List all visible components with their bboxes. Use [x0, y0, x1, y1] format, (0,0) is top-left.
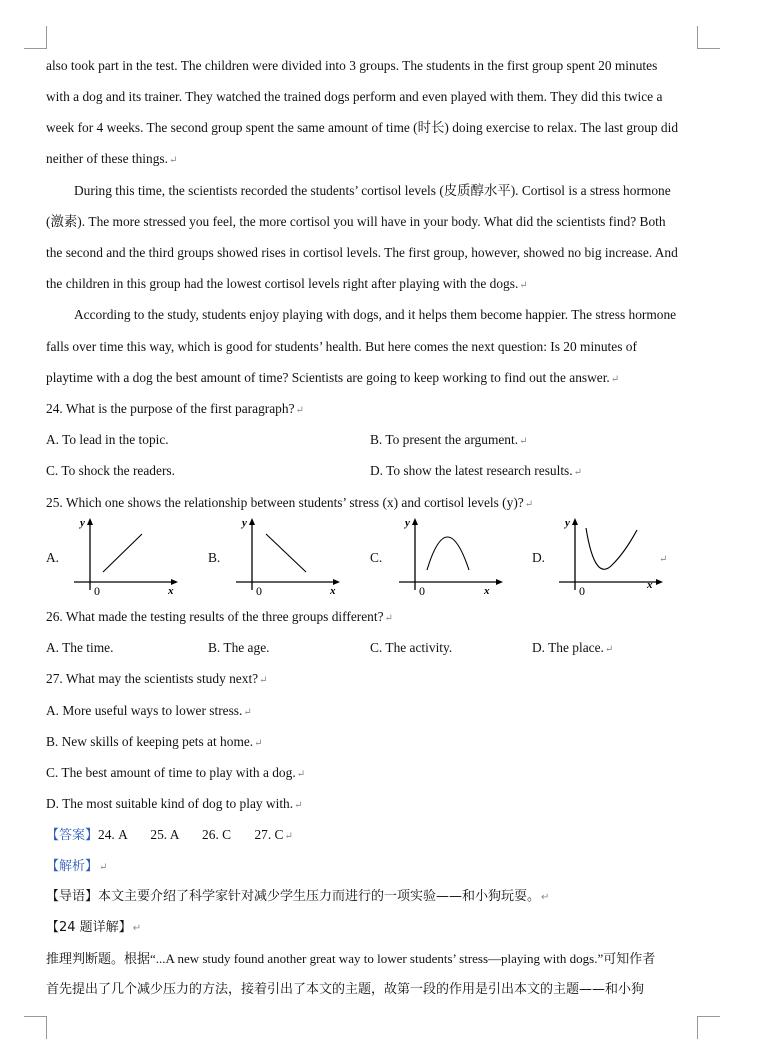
passage-line: (激素). The more stressed you feel, the more cortisol you will have in your body. What did the scientists find? Both: [46, 214, 666, 229]
answer-item: 26. C: [202, 827, 232, 842]
curve-increasing: [103, 534, 142, 572]
x-axis-label: x: [330, 585, 336, 596]
paragraph-mark-icon: ↵: [541, 892, 550, 903]
paragraph-mark-icon: ↵: [519, 280, 528, 291]
question-27-option-c: C. The best amount of time to play with a dog.↵: [46, 765, 306, 780]
passage-line: the second and the third groups showed rises in cortisol levels. The first group, however, showed no big increase. And: [46, 245, 678, 260]
origin-label: 0: [579, 584, 585, 596]
passage-line: with a dog and its trainer. They watched the trained dogs perform and even played with them. They did this twice a: [46, 89, 663, 104]
question-27-option-a: A. More useful ways to lower stress.↵: [46, 703, 252, 718]
question-24-option-c: C. To shock the readers.: [46, 463, 175, 478]
x-axis-label: x: [484, 585, 490, 596]
analysis-heading: 【解析】↵: [46, 859, 108, 874]
paragraph-mark-icon: ↵: [604, 644, 614, 655]
origin-label: 0: [419, 584, 425, 596]
y-axis-arrow-icon: [572, 518, 578, 525]
question-24-option-d: D. To show the latest research results.↵: [370, 463, 582, 478]
passage-line: also took part in the test. The children were divided into 3 groups. The students in the first group spent 20 minutes: [46, 58, 658, 73]
paragraph-mark-icon: ↵: [243, 707, 252, 718]
y-axis-label: y: [80, 517, 85, 529]
y-axis-arrow-icon: [249, 518, 255, 525]
passage-line: week for 4 weeks. The second group spent the same amount of time (时长) doing exercise to relax. The last group did: [46, 120, 679, 135]
y-axis-label: y: [405, 517, 410, 529]
answer-label: 【答案】: [46, 828, 99, 843]
q24-analysis-line: 首先提出了几个减少压力的方法，接着引出了本文的主题，故第一段的作用是引出本文的主题——和小狗: [46, 982, 645, 997]
question-26-option-c: C. The activity.: [370, 640, 453, 655]
paragraph-mark-icon: ↵: [659, 554, 668, 565]
y-axis-label: y: [565, 517, 570, 529]
x-axis-label: x: [168, 585, 174, 596]
graph-label-d: D.: [532, 550, 546, 565]
passage-line: According to the study, students enjoy playing with dogs, and it helps them become happier. The stress hormone: [74, 307, 677, 322]
paragraph-mark-icon: ↵: [296, 769, 306, 780]
question-27-stem: 27. What may the scientists study next?↵: [46, 671, 268, 686]
graph-c: [395, 514, 505, 596]
question-24-stem: 24. What is the purpose of the first paragraph?↵: [46, 401, 304, 416]
passage-line: neither of these things.↵: [46, 151, 178, 166]
graph-label-c: C.: [370, 550, 383, 565]
paragraph-mark-icon: ↵: [295, 405, 304, 416]
origin-label: 0: [256, 584, 262, 596]
question-27-option-d: D. The most suitable kind of dog to play with.↵: [46, 796, 303, 811]
paragraph-mark-icon: ↵: [284, 831, 293, 842]
graph-d: [555, 514, 668, 596]
answer-item: 24. A: [98, 827, 128, 842]
crop-mark-top-left: [24, 26, 47, 49]
question-26-option-d: D. The place.↵: [532, 640, 614, 655]
paragraph-mark-icon: ↵: [254, 738, 263, 749]
question-24-option-a: A. To lead in the topic.: [46, 432, 169, 447]
question-27-option-b: B. New skills of keeping pets at home.↵: [46, 734, 263, 749]
x-axis-arrow-icon: [496, 579, 503, 585]
answer-line: [46, 827, 706, 845]
question-26-option-b: B. The age.: [208, 640, 270, 655]
graph-b: [232, 514, 342, 596]
paragraph-mark-icon: ↵: [519, 436, 528, 447]
curve-decreasing: [266, 534, 306, 572]
graph-label-b: B.: [208, 550, 221, 565]
graph-a: [70, 514, 180, 596]
graph-label-a: A.: [46, 550, 60, 565]
y-axis-arrow-icon: [87, 518, 93, 525]
x-axis-label: x: [647, 579, 653, 591]
passage-line: falls over time this way, which is good for students’ health. But here comes the next question: Is 20 minutes of: [46, 339, 637, 354]
origin-label: 0: [94, 584, 100, 596]
paragraph-mark-icon: ↵: [384, 613, 393, 624]
answer-item: 27. C: [254, 827, 284, 842]
question-26-option-a: A. The time.: [46, 640, 114, 655]
y-axis-arrow-icon: [412, 518, 418, 525]
q24-analysis-heading: 【24 题详解】↵: [46, 920, 142, 935]
crop-mark-bottom-left: [24, 1016, 47, 1039]
paragraph-mark-icon: ↵: [573, 467, 582, 478]
curve-u: [586, 528, 637, 569]
paragraph-mark-icon: ↵: [610, 374, 620, 385]
paragraph-mark-icon: ↵: [524, 499, 534, 510]
passage-line: playtime with a dog the best amount of time? Scientists are going to keep working to find out the answer.↵: [46, 370, 620, 385]
answer-item: 25. A: [150, 827, 179, 842]
q24-analysis-line: 推理判断题。根据“...A new study found another great way to lower students’ stress—playing with dogs.”可知作者: [46, 951, 656, 966]
paragraph-mark-icon: ↵: [294, 800, 303, 811]
crop-mark-top-right: [697, 26, 720, 49]
x-axis-arrow-icon: [656, 579, 663, 585]
paragraph-mark-icon: ↵: [99, 862, 108, 873]
question-25-stem: 25. Which one shows the relationship between students’ stress (x) and cortisol levels (y)?↵: [46, 495, 534, 510]
paragraph-mark-icon: ↵: [259, 675, 268, 686]
paragraph-mark-icon: ↵: [132, 923, 142, 934]
passage-line: During this time, the scientists recorded the students’ cortisol levels (皮质醇水平). Cortisol is a stress hormone: [74, 183, 671, 198]
passage-line: the children in this group had the lowest cortisol levels right after playing with the dogs.↵: [46, 276, 528, 291]
paragraph-mark-icon: ↵: [168, 155, 178, 166]
question-26-stem: 26. What made the testing results of the three groups different?↵: [46, 609, 393, 624]
question-24-option-b: B. To present the argument.↵: [370, 432, 528, 447]
crop-mark-bottom-right: [697, 1016, 720, 1039]
guide-line: 【导语】本文主要介绍了科学家针对减少学生压力而进行的一项实验——和小狗玩耍。↵: [46, 889, 550, 904]
curve-arch: [427, 537, 469, 570]
y-axis-label: y: [242, 517, 247, 529]
